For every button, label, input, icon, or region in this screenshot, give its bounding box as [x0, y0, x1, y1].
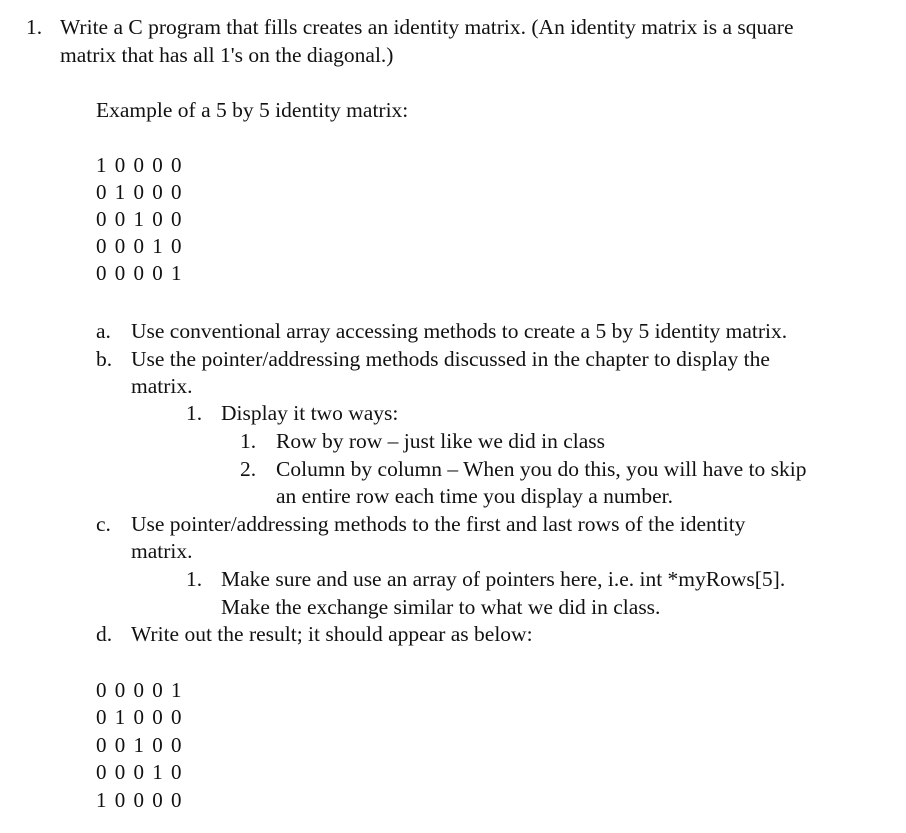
part-c-text-line1: Use pointer/addressing methods to the first and last rows of the identity: [131, 512, 746, 536]
part-c-sub1-text-line1: Make sure and use an array of pointers here, i.e. int *myRows[5].: [221, 567, 786, 591]
part-b-sub1-item1-text: Row by row – just like we did in class: [276, 429, 606, 453]
part-b-sub1-item2-text-line2: an entire row each time you display a number.: [276, 484, 674, 508]
matrix-row: 0 0 1 0 0: [96, 733, 183, 757]
matrix-row: 1 0 0 0 0: [96, 788, 183, 812]
part-b-sub1-text: Display it two ways:: [221, 401, 399, 425]
matrix-row: 0 0 0 1 0: [96, 234, 183, 258]
part-b-sub1-marker: 1.: [186, 401, 203, 425]
part-b-marker: b.: [96, 347, 113, 371]
part-c-text-line2: matrix.: [131, 539, 193, 563]
question-text-line2: matrix that has all 1's on the diagonal.): [60, 43, 394, 67]
part-b-sub1-item2-marker: 2.: [240, 457, 257, 481]
part-d-marker: d.: [96, 622, 113, 646]
matrix-row: 1 0 0 0 0: [96, 153, 183, 177]
part-b-text-line2: matrix.: [131, 374, 193, 398]
question-text-line1: Write a C program that fills creates an identity matrix. (An identity matrix is a square: [60, 15, 794, 39]
part-c-sub1-marker: 1.: [186, 567, 203, 591]
part-b-sub1-item2-text-line1: Column by column – When you do this, you will have to skip: [276, 457, 807, 481]
matrix-row: 0 0 1 0 0: [96, 207, 183, 231]
part-a-marker: a.: [96, 319, 111, 343]
matrix-row: 0 0 0 0 1: [96, 678, 183, 702]
part-c-marker: c.: [96, 512, 111, 536]
part-b-sub1-item1-marker: 1.: [240, 429, 257, 453]
part-d-text: Write out the result; it should appear as below:: [131, 622, 533, 646]
part-b-text-line1: Use the pointer/addressing methods discussed in the chapter to display the: [131, 347, 770, 371]
part-c-sub1-text-line2: Make the exchange similar to what we did in class.: [221, 595, 661, 619]
matrix-row: 0 0 0 0 1: [96, 261, 183, 285]
part-a-text: Use conventional array accessing methods to create a 5 by 5 identity matrix.: [131, 319, 788, 343]
matrix-row: 0 0 0 1 0: [96, 760, 183, 784]
example-label: Example of a 5 by 5 identity matrix:: [96, 98, 409, 122]
question-number: 1.: [26, 15, 43, 39]
matrix-row: 0 1 0 0 0: [96, 705, 183, 729]
matrix-row: 0 1 0 0 0: [96, 180, 183, 204]
